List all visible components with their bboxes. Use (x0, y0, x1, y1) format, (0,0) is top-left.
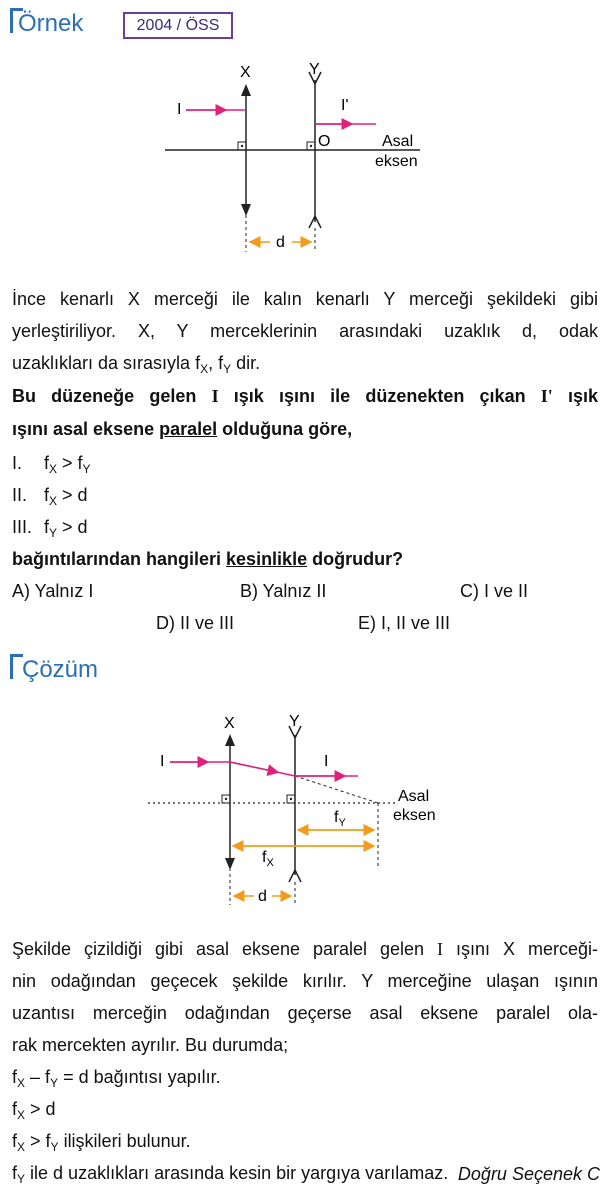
label-x: X (240, 64, 251, 81)
ornek-title: Örnek (18, 10, 84, 37)
relation-2: $f_X > d$ (12, 1099, 56, 1122)
item-2: II. $f_X > d$ (12, 485, 88, 508)
solution-line-4: rak mercekten ayrılır. Bu durumda; (12, 1035, 289, 1055)
relation-4: $f_Y$ ile d uzaklıkları arasında kesin bir yargıya varılamaz. (12, 1163, 449, 1186)
item-1: I. $f_X > f_Y$ (12, 453, 91, 476)
lens-diagram-2 (140, 705, 450, 915)
relation-3: $f_X > f_Y$ ilişkileri bulunur. (12, 1131, 191, 1154)
label-o: O (318, 133, 331, 150)
solution-line-2: nin odağından geçecek şekilde kırılır. Y merceğine ulaşan ışının (12, 971, 598, 991)
exam-tag: 2004 / ÖSS (123, 12, 233, 39)
label-ray-out-2: I (324, 753, 329, 770)
question-bold-line-2: ışını asal eksene paralel olduğuna göre, (12, 419, 353, 439)
label-y: Y (309, 61, 320, 78)
label-axis-2b: eksen (393, 807, 436, 824)
question-ask: bağıntılarından hangileri kesinlikle doğrudur? (12, 549, 404, 569)
lens-diagram-1 (150, 55, 440, 265)
question-line-2: yerleştiriliyor. X, Y merceklerinin arasındaki uzaklık d, odak (12, 321, 598, 341)
option-a[interactable]: A) Yalnız I (12, 581, 94, 601)
label-axis-2: eksen (375, 153, 418, 170)
label-x-2: X (224, 715, 235, 732)
option-e[interactable]: E) I, II ve III (358, 613, 451, 633)
option-d[interactable]: D) II ve III (156, 613, 235, 633)
option-c[interactable]: C) I ve II (460, 581, 529, 601)
lens-x-top-arrow (241, 84, 251, 96)
item-3: III. $f_Y > d$ (12, 517, 88, 540)
label-axis-2a: Asal (398, 788, 430, 805)
label-ray-in: I (177, 101, 182, 118)
lens-x-bottom-arrow (241, 204, 251, 216)
label-d-2: d (258, 888, 267, 905)
label-fx: $f_X$ (262, 849, 274, 869)
relation-1: $f_X - f_Y = d$ bağıntısı yapılır. (12, 1067, 221, 1090)
label-axis-1: Asal (382, 133, 414, 150)
label-y-2: Y (289, 713, 300, 730)
label-fy: $f_Y$ (334, 809, 346, 829)
option-b[interactable]: B) Yalnız II (240, 581, 327, 601)
cozum-title: Çözüm (22, 656, 99, 683)
label-ray-out: I' (341, 97, 349, 114)
question-line-3: uzaklıkları da sırasıyla $f_X$, $f_Y$ dir. (12, 353, 261, 376)
label-d: d (276, 234, 285, 251)
solution-line-1: Şekilde çizildiği gibi asal eksene paralel gelen I ışını X merceği- (12, 939, 598, 959)
label-ray-in-2: I (160, 753, 165, 770)
answer: Doğru Seçenek C (457, 1164, 600, 1184)
question-line-1: İnce kenarlı X merceği ile kalın kenarlı Y merceği şekildeki gibi (12, 289, 598, 309)
question-bold-line-1: Bu düzeneğe gelen I ışık ışını ile düzenekten çıkan I' ışık (12, 386, 598, 406)
solution-line-3: uzantısı merceğin odağından geçerse asal eksene paralel ola- (12, 1003, 598, 1023)
ray-extension (295, 776, 378, 803)
